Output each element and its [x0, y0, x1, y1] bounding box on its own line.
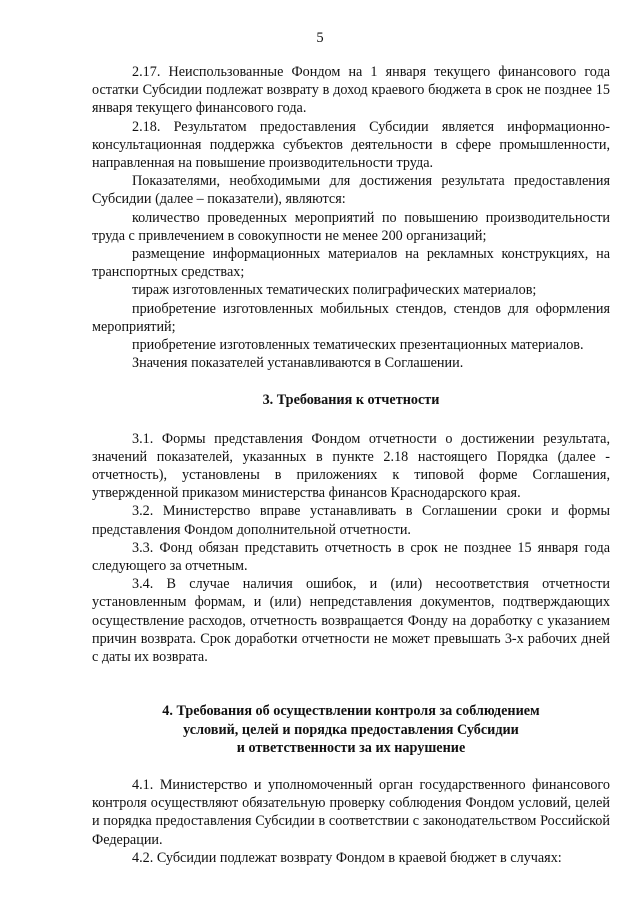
section-4-heading-line-2: условий, целей и порядка предоставления Субсидии [183, 721, 519, 738]
paragraph-4-2: 4.2. Субсидии подлежат возврату Фондом в краевой бюджет в случаях: [132, 849, 562, 866]
paragraph-3-4: 3.4. В случае наличия ошибок, и (или) несоответствия отчетности установленным формам, и (или) непредставления документов, подтверждающих осуществление расходов, отчетность возвращается Фонду на доработку с указанием причин возврата. Срок доработки отчетности не может превышать 3-х рабочих дней с даты их возврата. [92, 576, 610, 666]
paragraph-indicator-stands: приобретение изготовленных мобильных стендов, стендов для оформления мероприятий; [92, 300, 610, 335]
paragraph-4-1: 4.1. Министерство и уполномоченный орган государственного финансового контроля осуществляют обязательную проверку соблюдения Фондом условий, целей и порядка предоставления Субсидии в соответствии с законодательством Российской Федерации. [92, 776, 610, 848]
paragraph-3-2: 3.2. Министерство вправе устанавливать в Соглашении сроки и формы представления Фондом дополнительной отчетности. [92, 503, 610, 538]
paragraph-3-1: 3.1. Формы представления Фондом отчетности о достижении результата, значений показателей, указанных в пункте 2.18 настоящего Порядка (далее - отчетность), установлены в приложениях к типовой форме Соглашения, утвержденной приказом министерства финансов Краснодарского края. [92, 430, 610, 502]
paragraph-2-18: 2.18. Результатом предоставления Субсидии является информационно-консультационная поддержка субъектов деятельности в сфере промышленности, направленная на повышение производительности труда. [92, 118, 610, 172]
paragraph-indicator-values: Значения показателей устанавливаются в Соглашении. [132, 355, 464, 372]
paragraph-indicator-ads: размещение информационных материалов на рекламных конструкциях, на транспортных средствах; [92, 246, 610, 281]
paragraph-indicators-intro: Показателями, необходимыми для достижения результата предоставления Субсидии (далее – показатели), являются: [92, 173, 610, 208]
paragraph-2-17: 2.17. Неиспользованные Фондом на 1 января текущего финансового года остатки Субсидии подлежат возврату в доход краевого бюджета в срок не позднее 15 января текущего финансового года. [92, 64, 610, 117]
document-body [92, 63, 610, 867]
paragraph-indicator-print: тираж изготовленных тематических полиграфических материалов; [132, 282, 537, 299]
section-3-heading: 3. Требования к отчетности [262, 392, 440, 409]
page-number: 5 [316, 30, 324, 46]
paragraph-indicator-presentation: приобретение изготовленных тематических презентационных материалов. [132, 337, 584, 354]
paragraph-3-3: 3.3. Фонд обязан представить отчетность в срок не позднее 15 января года следующего за отчетным. [92, 539, 610, 575]
paragraph-indicator-events: количество проведенных мероприятий по повышению производительности труда с привлечением в совокупности не менее 200 организаций; [92, 209, 610, 244]
section-4-heading-line-3: и ответственности за их нарушение [236, 739, 466, 756]
section-4-heading-line-1: 4. Требования об осуществлении контроля за соблюдением [162, 703, 540, 720]
